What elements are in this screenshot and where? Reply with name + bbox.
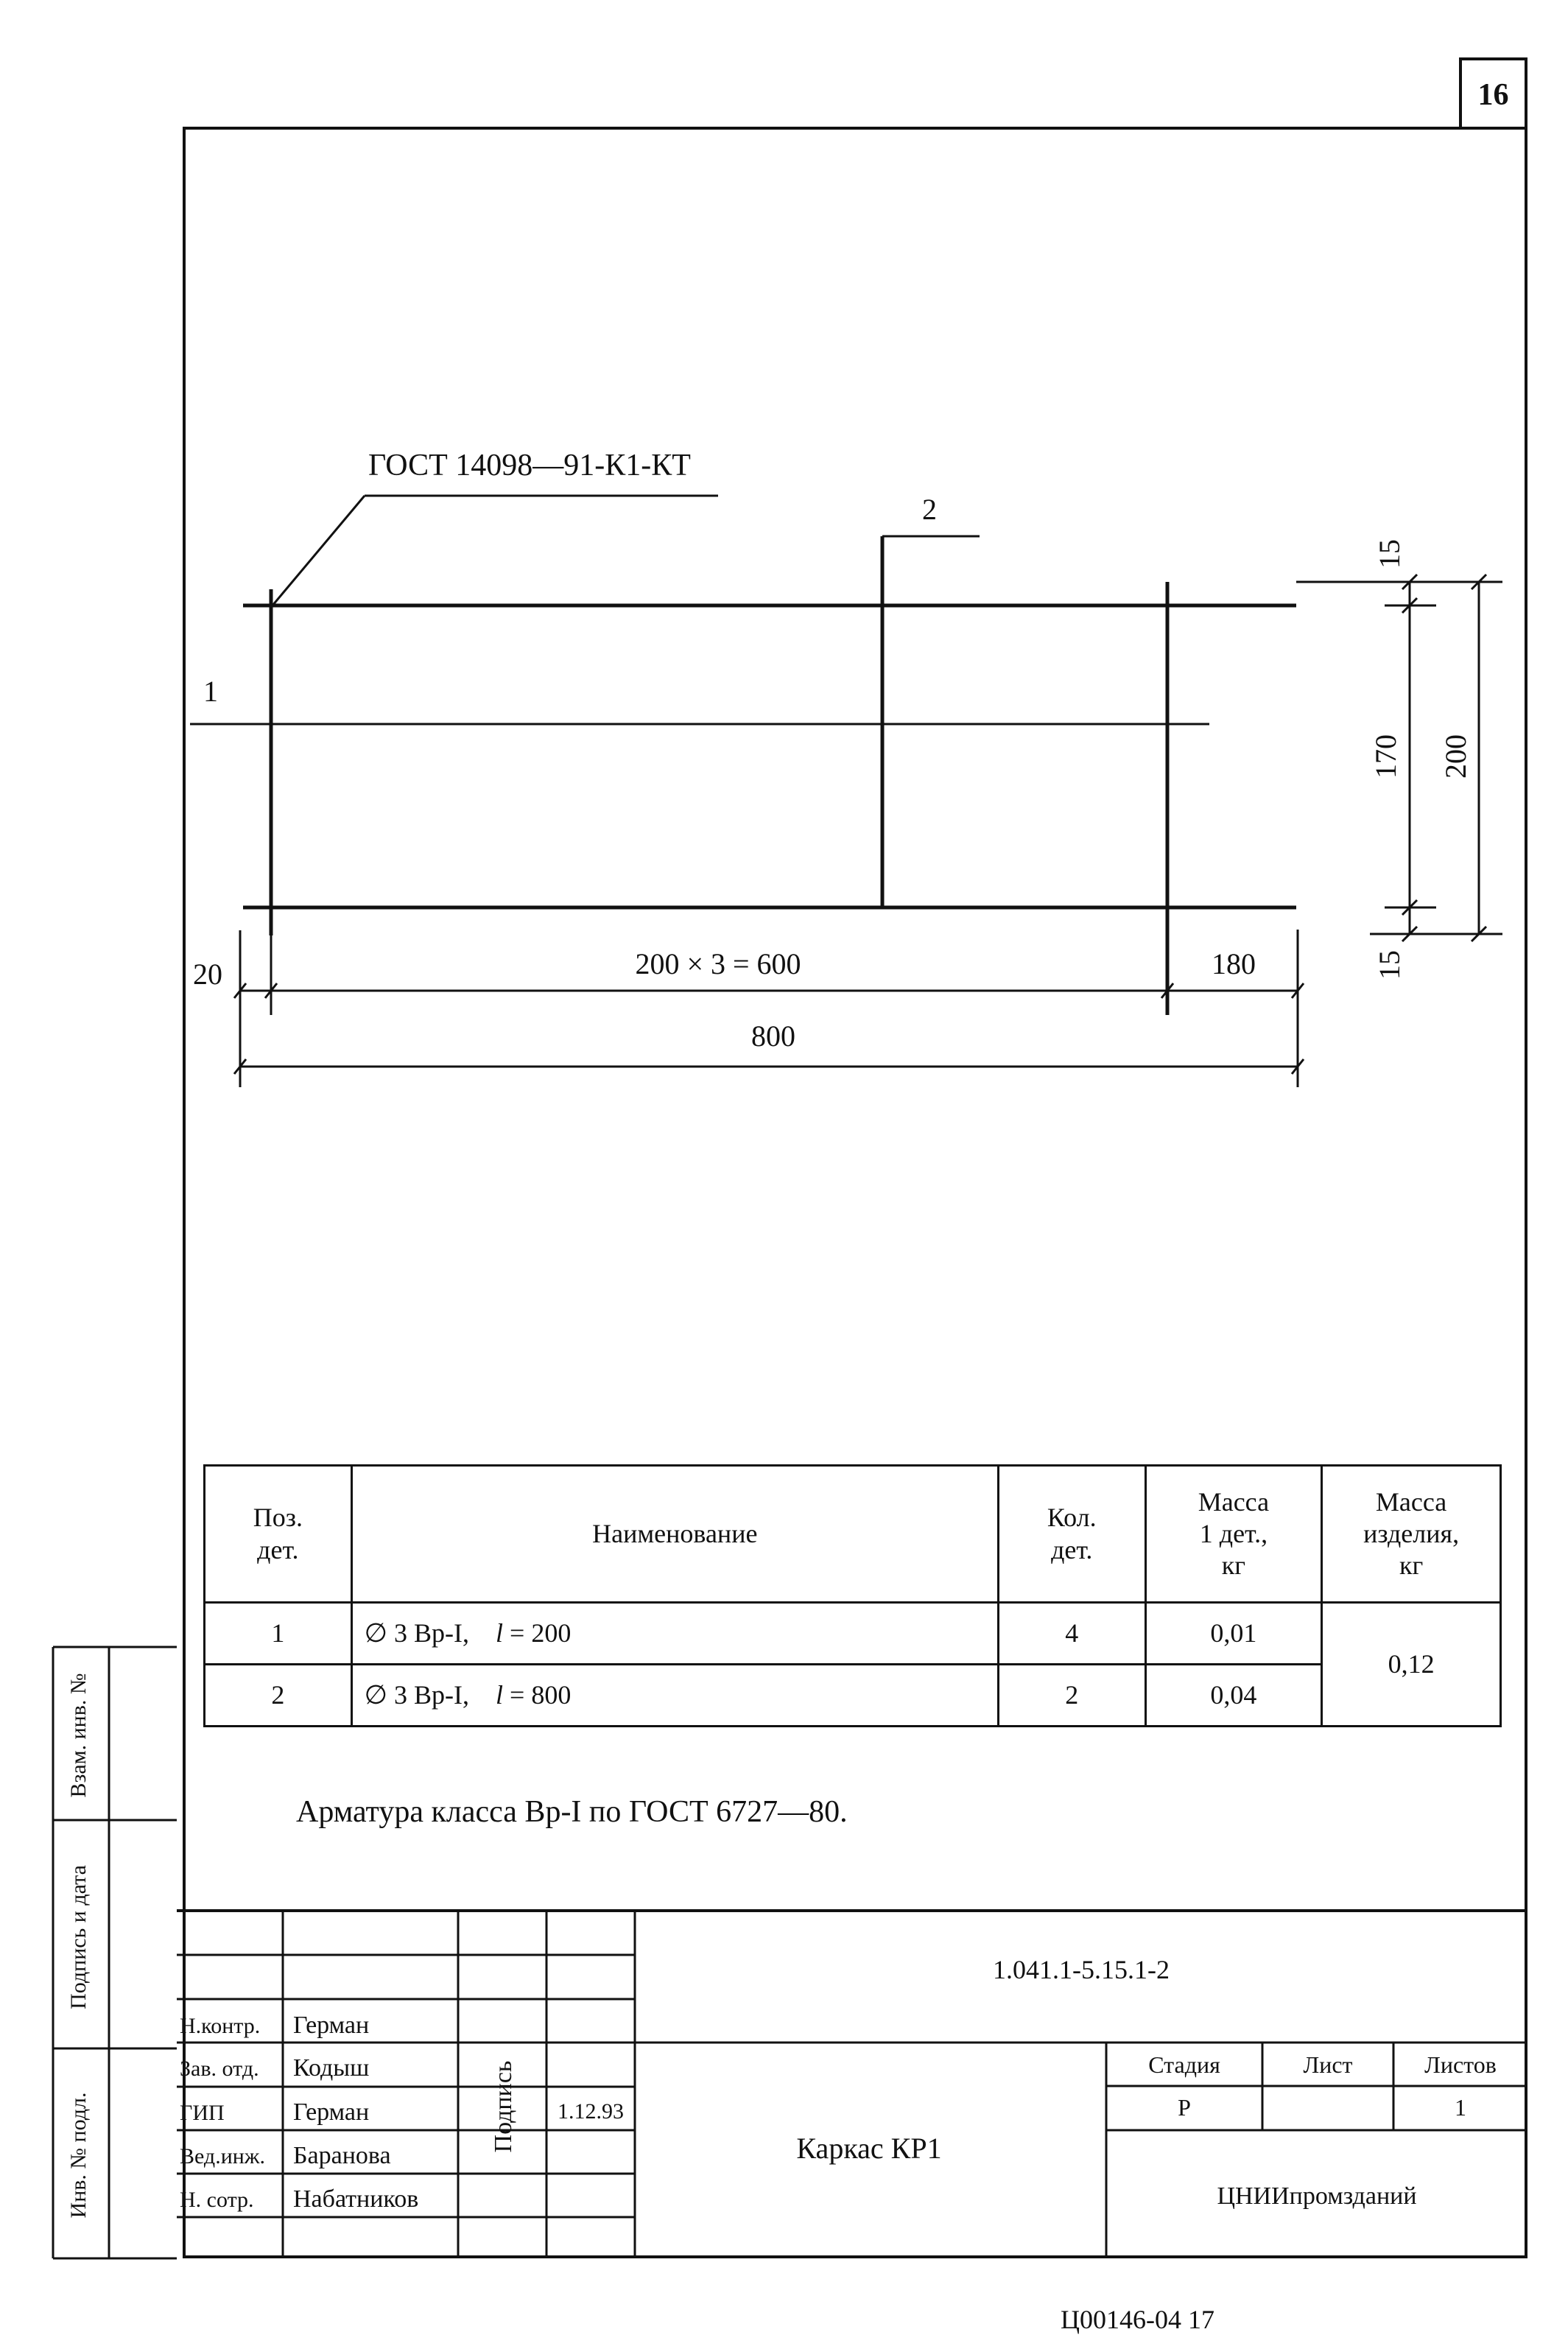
stamp-signature-date-label: Подпись и дата	[66, 1865, 91, 2009]
stage-header: Стадия	[1148, 2051, 1220, 2078]
dim-800-label: 800	[751, 1019, 795, 1053]
dim-170-label: 170	[1369, 734, 1402, 779]
position-1-label: 1	[203, 675, 218, 708]
stage-value: Р	[1178, 2094, 1191, 2121]
table-row: 1 ∅ 3 Вр-I, l = 200 4 0,01 0,12	[205, 1603, 1501, 1665]
name-nkontr: Герман	[293, 2012, 370, 2039]
header-mass-total: Масса изделия, кг	[1322, 1466, 1501, 1603]
name-ved-inzh: Баранова	[293, 2142, 391, 2169]
name-zav-otd: Кодыш	[293, 2054, 370, 2082]
table-row: 2 ∅ 3 Вр-I, l = 800 2 0,04	[205, 1665, 1501, 1727]
stamp-inv-label: Инв. № подл.	[66, 2092, 91, 2219]
header-name: Наименование	[351, 1466, 998, 1603]
role-ved-inzh: Вед.инж.	[180, 2144, 266, 2168]
role-n-sotr: Н. сотр.	[180, 2188, 254, 2212]
dim-15-top-label: 15	[1373, 539, 1406, 569]
signature-column-label: Подпись	[490, 2060, 517, 2153]
dim-200-label: 200	[1439, 734, 1472, 779]
header-pos: Поз. дет.	[205, 1466, 352, 1603]
approval-date: 1.12.93	[558, 2099, 624, 2124]
dim-20-label: 20	[193, 958, 222, 991]
sheets-value: 1	[1455, 2094, 1466, 2121]
drawing-title: Каркас КР1	[796, 2132, 942, 2165]
dim-600-label: 200 × 3 = 600	[635, 947, 801, 980]
role-zav-otd: Зав. отд.	[180, 2057, 259, 2081]
document-code: 1.041.1-5.15.1-2	[993, 1955, 1170, 1984]
name-gip: Герман	[293, 2099, 370, 2126]
position-2-label: 2	[922, 493, 937, 526]
page-number: 16	[1459, 57, 1527, 130]
stamp-vzam-label: Взам. инв. №	[66, 1673, 91, 1798]
organization-name: ЦНИИпромзданий	[1217, 2182, 1417, 2210]
role-nkontr: Н.контр.	[180, 2014, 261, 2038]
dim-15-bottom-label: 15	[1373, 950, 1406, 980]
archive-code: Ц00146-04 17	[1061, 2305, 1214, 2334]
gost-callout: ГОСТ 14098—91-К1-КТ	[368, 449, 691, 482]
header-qty: Кол. дет.	[998, 1466, 1145, 1603]
name-n-sotr: Набатников	[293, 2185, 419, 2213]
reinforcement-note: Арматура класса Вр-I по ГОСТ 6727—80.	[296, 1795, 848, 1829]
header-mass-one: Масса 1 дет., кг	[1145, 1466, 1322, 1603]
sheet-header: Лист	[1303, 2051, 1353, 2078]
sheets-header: Листов	[1424, 2051, 1497, 2078]
role-gip: ГИП	[180, 2101, 225, 2125]
total-mass: 0,12	[1322, 1603, 1501, 1727]
dim-180-label: 180	[1212, 947, 1256, 980]
